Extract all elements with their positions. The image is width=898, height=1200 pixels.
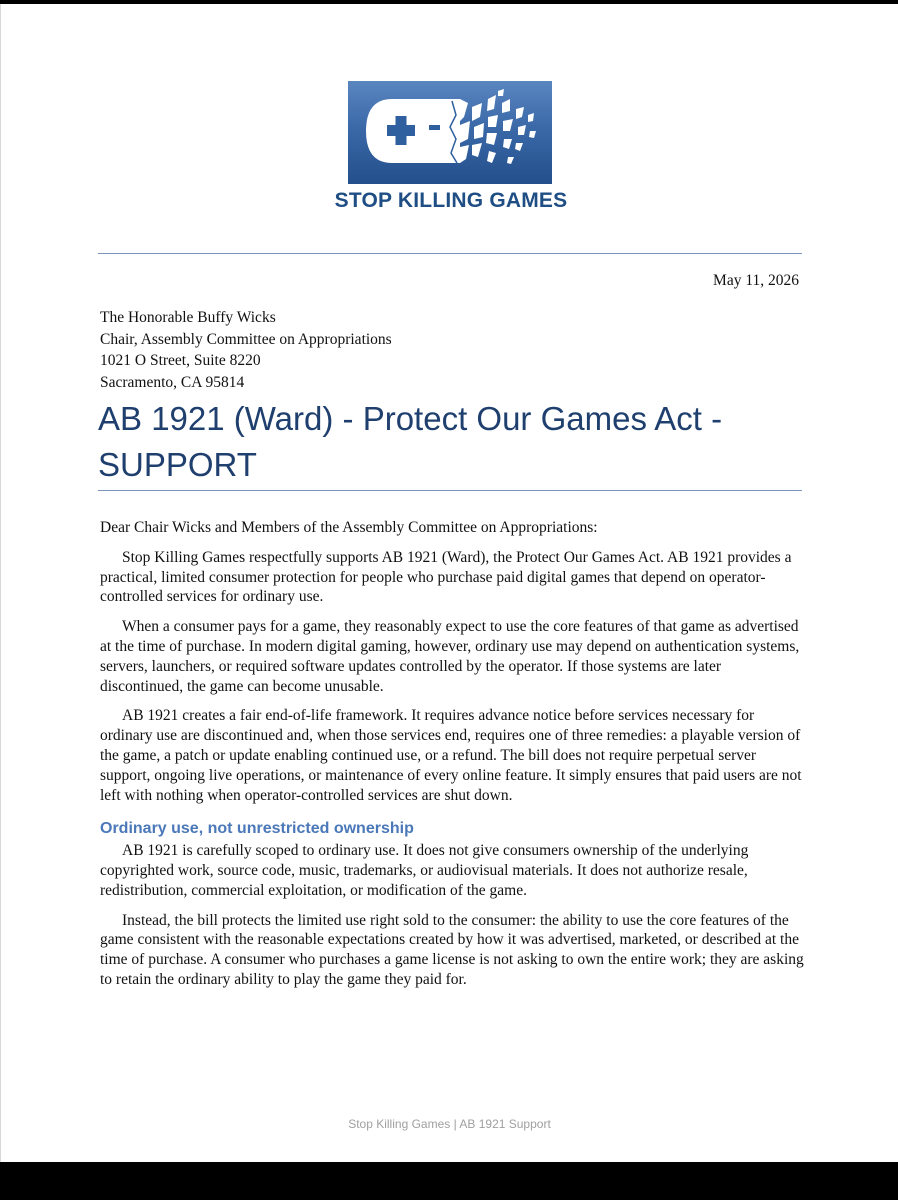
address-line: Sacramento, CA 95814: [100, 373, 245, 391]
logo-text: STOP KILLING GAMES: [334, 189, 568, 212]
salutation: Dear Chair Wicks and Members of the Assembly Committee on Appropriations:: [100, 519, 598, 536]
title-line-2: SUPPORT: [98, 446, 257, 483]
title-divider: [98, 490, 802, 491]
body-paragraph: When a consumer pays for a game, they reasonably expect to use the core features of that game as advertised at the time of purchase. In modern digital gaming, however, ordinary use may depend on authentication systems, servers, launchers, or required software updates controlled by the operator. If those systems are later discontinued, the game can become unusable.: [100, 618, 800, 695]
address-line: The Honorable Buffy Wicks: [100, 309, 276, 326]
body-paragraph: AB 1921 creates a fair end-of-life framework. It requires advance notice before services necessary for ordinary use are discontinued and, when those services end, requires one of three remedies: a playable version of the game, a patch or update enabling continued use, or a refund. The bill does not require perpetual server support, ongoing live operations, or maintenance of every online feature. It simply ensures that paid users are not left with nothing when operator-controlled services are shut down.: [100, 707, 802, 804]
section-heading: Ordinary use, not unrestricted ownership: [100, 820, 414, 838]
logo: [348, 81, 552, 184]
body-paragraph: Stop Killing Games respectfully supports AB 1921 (Ward), the Protect Our Games Act. AB 1921 provides a practical, limited consumer protection for people who purchase paid digital games that depend on operator-controlled services for ordinary use.: [100, 548, 792, 606]
address-line: Chair, Assembly Committee on Appropriations: [100, 330, 392, 348]
document-page: [0, 4, 898, 1162]
address-line: 1021 O Street, Suite 8220: [100, 352, 261, 369]
title-line-1: AB 1921 (Ward) - Protect Our Games Act -: [98, 400, 723, 437]
letter-title: [98, 396, 818, 488]
recipient-address: [100, 307, 392, 393]
letter-date: May 11, 2026: [713, 272, 799, 289]
page-footer: Stop Killing Games | AB 1921 Support: [348, 1117, 551, 1131]
shattering-gamepad-icon: [348, 81, 552, 184]
body-paragraph: AB 1921 is carefully scoped to ordinary use. It does not give consumers ownership of the underlying copyrighted work, source code, music, trademarks, or audiovisual materials. It does not authorize resale, redistribution, commercial exploitation, or modification of the game.: [100, 842, 749, 899]
header-divider: [98, 253, 802, 254]
letter-body: [100, 518, 808, 1000]
body-paragraph: Instead, the bill protects the limited use right sold to the consumer: the ability to use the core features of the game consistent with the reasonable expectations created by how it was advertised, marketed, or described at the time of purchase. A consumer who purchases a game license is not asking to own the entire work; they are asking to retain the ordinary ability to play the game they paid for.: [100, 911, 804, 988]
